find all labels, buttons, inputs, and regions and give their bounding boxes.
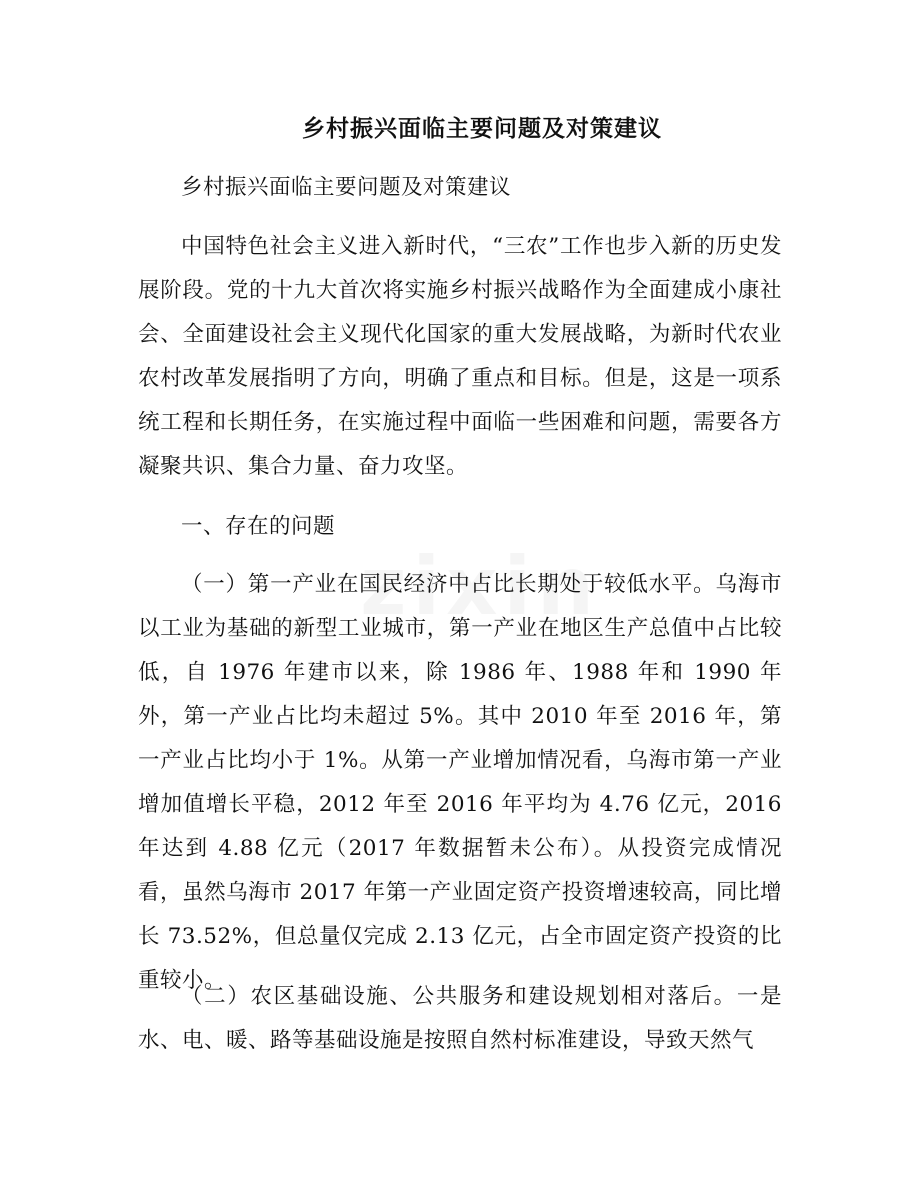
paragraph-intro: 中国特色社会主义进入新时代，“三农”工作也步入新的历史发展阶段。党的十九大首次将实施乡村振兴战略作为全面建成小康社会、全面建设社会主义现代化国家的重大发展战略，为新时代农业农村改革发展指明了方向，明确了重点和目标。但是，这是一项系统工程和长期任务，在实施过程中面临一些困难和问题，需要各方凝聚共识、集合力量、奋力攻坚。: [138, 234, 782, 479]
paragraph-problem-1: （一）第一产业在国民经济中占比长期处于较低水平。乌海市以工业为基础的新型工业城市，第一产业在地区生产总值中占比较低，自 1976 年建市以来，除 1986 年、1988 年和 1990 年外，第一产业占比均未超过 5%。其中 2010 年至 2016 年，第一产业占比均小于 1%。从第一产业增加情况看，乌海市第一产业增加值增长平稳，2012 年至 2016 年平均为 4.76 亿元，2016 年达到 4.88 亿元（2017 年数据暂未公布）。从投资完成情况看，虽然乌海市 2017 年第一产业固定资产投资增速较高，同比增长 73.52%，但总量仅完成 2.13 亿元，占全市固定资产投资的比重较小。: [138, 572, 782, 993]
section-heading-problems: 一、存在的问题: [181, 514, 336, 539]
document-title: 乡村振兴面临主要问题及对策建议: [302, 115, 662, 142]
paragraph-problem-2: （二）农区基础设施、公共服务和建设规划相对落后。一是水、电、暖、路等基础设施是按照自然村标准建设，导致天然气: [138, 984, 782, 1053]
paragraph-subtitle: 乡村振兴面临主要问题及对策建议: [181, 175, 512, 200]
